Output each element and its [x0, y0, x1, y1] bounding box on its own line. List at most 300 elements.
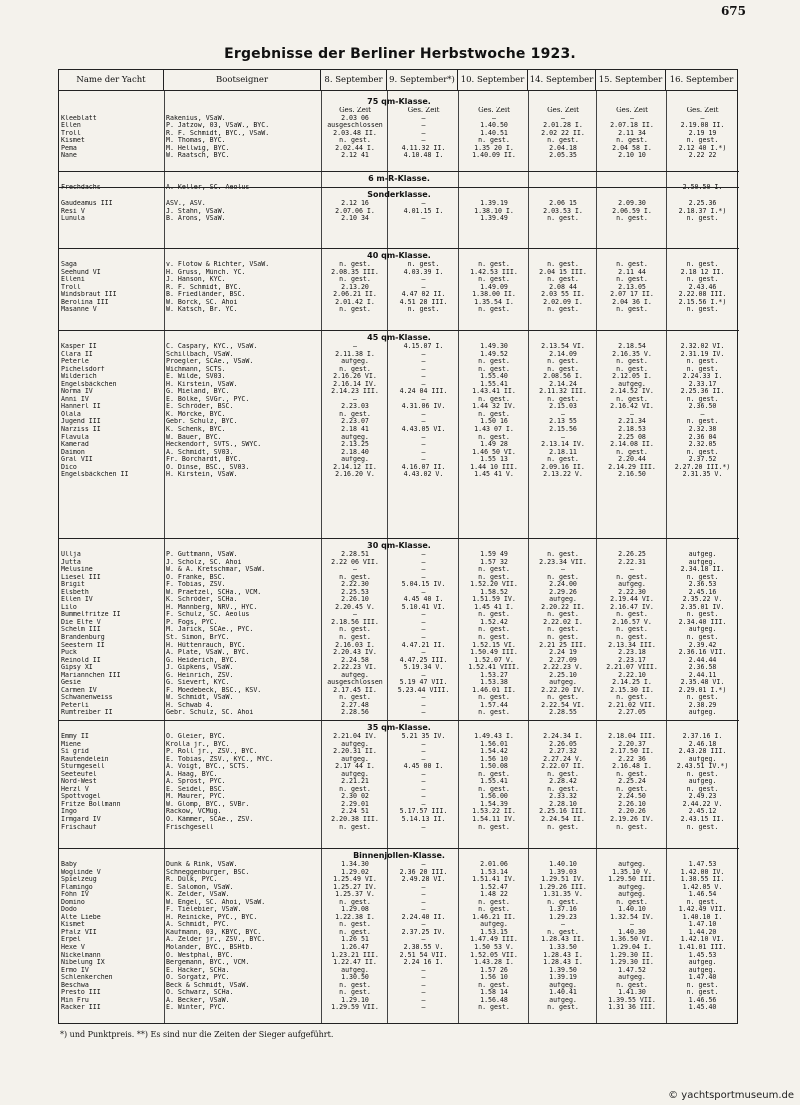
- race-result: aufgeg.: [549, 596, 577, 604]
- owner-name: G. Sievert, KYC.: [166, 679, 230, 687]
- race-result: 2.13.14 IV.: [541, 441, 585, 449]
- owner-name: P. Fogs, PYC.: [166, 618, 218, 626]
- table-row: [59, 989, 739, 997]
- yacht-name: Brigit: [61, 581, 85, 589]
- yacht-name: Erpel: [61, 936, 81, 944]
- yacht-name: Föhn IV: [61, 891, 89, 899]
- race-result: —: [421, 365, 426, 373]
- race-result: —: [700, 410, 705, 418]
- race-result: n. gest.: [478, 276, 510, 284]
- race-result: 2.37.25 IV.: [401, 928, 446, 936]
- race-result: 2.26.10: [341, 596, 369, 604]
- yacht-name: Puck: [61, 649, 77, 657]
- race-result: 2.24.34 I.: [543, 733, 583, 740]
- table-row: [59, 786, 739, 794]
- race-result: n. gest.: [339, 823, 371, 831]
- race-result: 2.12 40 I.*): [678, 144, 727, 152]
- race-result: 1.30.50: [341, 974, 369, 982]
- race-result: n. gest.: [478, 906, 510, 914]
- owner-name: G. Mieland, BYC.: [166, 388, 230, 396]
- race-result: 2.27.20 III.*): [674, 463, 731, 471]
- yacht-name: Beschwa: [61, 981, 89, 989]
- race-result: —: [421, 373, 426, 381]
- yacht-name: Ellen: [61, 122, 81, 130]
- race-result: 2.33.32: [549, 793, 577, 801]
- race-result: n. gest.: [339, 410, 371, 418]
- race-result: 1.56.48: [480, 996, 508, 1004]
- table-row: [59, 366, 739, 374]
- race-result: 1.28.43 I.: [543, 959, 583, 967]
- race-result: n. gest.: [547, 928, 579, 936]
- race-result: 2.24.33 I.: [682, 373, 723, 381]
- race-result: 2.18.56 III.: [331, 618, 379, 626]
- race-result: —: [353, 566, 357, 574]
- race-result: 2.18.54: [618, 343, 646, 350]
- race-result: 1.39.55 VII.: [608, 996, 656, 1004]
- race-result: n. gest.: [339, 365, 371, 373]
- class-title: 30 qm-Klasse.: [367, 541, 431, 550]
- yacht-name: Dodo: [61, 906, 77, 914]
- owner-name: H. Kirstein, VSaW.: [166, 380, 238, 388]
- owner-name: v. Flotow & Richter, VSaW.: [166, 261, 270, 268]
- table-row: [59, 604, 739, 612]
- race-result: —: [421, 200, 426, 207]
- race-result: 2.39.42: [688, 641, 717, 649]
- race-result: n. gest.: [478, 365, 510, 373]
- race-result: aufgeg.: [688, 755, 717, 763]
- race-result: n. gest.: [616, 634, 648, 642]
- race-result: 2.02.09 I.: [543, 298, 583, 306]
- yacht-name: Daimon: [61, 448, 85, 456]
- race-result: aufgeg.: [341, 770, 369, 778]
- race-result: 2.02.44 I.: [335, 144, 375, 152]
- race-result: 1.54.11 IV.: [472, 816, 516, 824]
- yacht-name: Narziss II: [61, 426, 101, 434]
- race-result: 1.36.50 VI.: [610, 936, 654, 944]
- race-result: 1.49.43 I.: [474, 733, 514, 740]
- race-result: 2.01.28 I.: [543, 122, 583, 130]
- race-result: aufgeg.: [688, 709, 717, 717]
- race-result: 2.46.18: [688, 740, 717, 748]
- race-result: n. gest.: [616, 215, 648, 223]
- race-result: —: [421, 755, 426, 763]
- race-result: n. gest.: [686, 573, 719, 581]
- table-row: [59, 403, 739, 411]
- race-result: 1.38.55 II.: [680, 876, 725, 884]
- race-result: n. gest.: [547, 898, 579, 906]
- race-result: 1.44 10 III.: [470, 463, 518, 471]
- race-result: 2.36.50: [688, 403, 717, 411]
- race-result: 2.17.45 II.: [333, 686, 377, 694]
- race-result: —: [421, 283, 426, 291]
- race-result: —: [421, 936, 426, 944]
- race-result: —: [561, 184, 565, 191]
- race-result: —: [421, 634, 426, 642]
- race-result: 5.14.13 II.: [401, 816, 446, 824]
- race-result: 1.40.09 II.: [472, 152, 516, 160]
- class-section: [59, 174, 739, 192]
- race-result: n. gest.: [686, 395, 719, 403]
- race-result: 2.32.02 VI.: [680, 343, 725, 350]
- race-result: 2.13.22 V.: [543, 471, 583, 479]
- race-result: n. gest.: [616, 770, 648, 778]
- race-result: 2.11 44: [618, 268, 646, 276]
- race-result: aufgeg.: [618, 974, 646, 982]
- race-result: n. gest.: [339, 626, 371, 634]
- race-result: aufgeg.: [688, 959, 717, 967]
- race-result: 2.18.11: [549, 448, 577, 456]
- race-result: 5.04.15 IV.: [401, 581, 446, 589]
- yacht-name: Baby: [61, 861, 77, 868]
- table-row: [59, 426, 739, 434]
- race-result: 2.22.08 III.: [678, 291, 727, 299]
- race-result: —: [700, 114, 705, 122]
- race-result: 2.06.21 II.: [333, 291, 377, 299]
- race-result: 2.13.25: [341, 441, 369, 449]
- race-result: 2.18.40: [341, 448, 369, 456]
- owner-name: O. Westphal, BYC.: [166, 951, 234, 959]
- race-result: 2.14.12 II.: [333, 463, 377, 471]
- yacht-name: Miene: [61, 740, 81, 748]
- race-result: 2.28.51: [341, 551, 369, 558]
- race-result: 2.08 44: [549, 283, 577, 291]
- race-result: 4.47.21 II.: [401, 641, 446, 649]
- yacht-name: Troll: [61, 283, 81, 291]
- race-result: 1.54.39: [480, 800, 508, 808]
- race-result: 2.19.08 II.: [680, 122, 725, 130]
- race-result: 1.55 13: [480, 456, 508, 464]
- race-result: n. gest.: [478, 634, 510, 642]
- owner-name: A. Becker, VSaW.: [166, 996, 230, 1004]
- race-result: 2.50.50 I.: [682, 184, 723, 191]
- race-result: 2.12 41: [341, 152, 369, 160]
- race-result: 1.35.54 I.: [474, 298, 514, 306]
- owner-name: P. Guttmann, VSaW.: [166, 551, 238, 558]
- race-result: 2.22.30: [341, 581, 369, 589]
- race-result: —: [421, 448, 426, 456]
- race-result: 1.52.41 VIII.: [468, 664, 520, 672]
- race-result: 2.06 15: [549, 200, 577, 207]
- race-result: 2.19 19: [688, 129, 717, 137]
- race-result: n. gest.: [339, 694, 371, 702]
- yacht-name: Nickelmann: [61, 951, 101, 959]
- race-result: 2.19.26 IV.: [610, 816, 654, 824]
- race-result: 2.04 36 I.: [612, 298, 652, 306]
- race-result: ausgeschlossen: [327, 679, 383, 687]
- race-result: 1.40.10: [618, 906, 646, 914]
- race-result: 5.19.34 V.: [403, 664, 444, 672]
- race-result: 2.22 06 VII.: [331, 558, 379, 566]
- race-result: n. gest.: [686, 261, 719, 268]
- race-result: 2.20.38 III.: [331, 816, 379, 824]
- table-row: [59, 642, 739, 650]
- race-result: 1.50 53 V.: [474, 944, 514, 952]
- yacht-name: Fritze Bollmann: [61, 800, 121, 808]
- race-result: n. gest.: [339, 276, 371, 284]
- race-result: 1.50 16: [480, 418, 508, 426]
- race-result: —: [353, 395, 357, 403]
- yacht-name: Ullja: [61, 551, 81, 558]
- race-result: n. gest.: [547, 611, 579, 619]
- race-result: 2.36.16 VII.: [678, 649, 727, 657]
- race-result: 2.04.18: [549, 144, 577, 152]
- owner-name: M. Hellwig, BYC.: [166, 144, 230, 152]
- race-result: —: [353, 343, 357, 350]
- owner-name: W. Raatsch, BYC.: [166, 152, 230, 160]
- table-row: [59, 929, 739, 937]
- race-result: 2.25.36 II.: [680, 388, 725, 396]
- table-row: [59, 801, 739, 809]
- race-result: n. gest.: [339, 306, 371, 314]
- table-row: [59, 649, 739, 657]
- race-result: 2.45.12: [688, 808, 717, 816]
- race-result: 1.22.38 I.: [335, 913, 375, 921]
- race-result: 2.18.37 I.*): [678, 207, 727, 215]
- race-result: 2.43.46: [688, 283, 717, 291]
- table-row: [59, 358, 739, 366]
- owner-name: W. Katsch, Br. YC.: [166, 306, 238, 314]
- owner-name: Krolla jr., BYC.: [166, 740, 230, 748]
- table-row: [59, 411, 739, 419]
- race-result: 1.48 22: [480, 891, 508, 899]
- race-result: 4.47.25 III.: [399, 656, 448, 664]
- race-result: 2.49.23: [688, 793, 717, 801]
- class-section: [59, 541, 739, 717]
- race-result: 2.06.59 I.: [612, 207, 652, 215]
- race-result: 2.10 34: [341, 215, 369, 223]
- yacht-name: Pfalz VII: [61, 928, 97, 936]
- owner-name: O. Dinse, BSC., SV03.: [166, 463, 250, 471]
- race-result: 1.29.23: [549, 913, 577, 921]
- ges-zeit-label: Ges. Zeit: [616, 107, 648, 114]
- race-result: n. gest.: [616, 358, 648, 366]
- race-result: 1.28.43 II.: [541, 936, 585, 944]
- race-result: 2.44.44: [688, 656, 717, 664]
- table-row: [59, 899, 739, 907]
- yacht-name: Schelm III: [61, 626, 101, 634]
- race-result: 5.21 35 IV.: [401, 733, 446, 740]
- table-row: [59, 581, 739, 589]
- race-result: n. gest.: [478, 1004, 510, 1012]
- table-row: [59, 208, 739, 216]
- race-result: 1.56 10: [480, 755, 508, 763]
- race-result: —: [421, 418, 426, 426]
- col-sep-15: 15. September: [596, 70, 666, 90]
- race-result: 2.32.38: [688, 426, 717, 434]
- race-result: —: [421, 558, 426, 566]
- race-result: aufgeg.: [341, 456, 369, 464]
- col-sep-9: 9. September*): [387, 70, 458, 90]
- owner-name: H. Gruss, Münch. YC.: [166, 268, 246, 276]
- race-result: 1.42.05 V.: [682, 883, 723, 891]
- class-section: [59, 723, 739, 831]
- table-row: [59, 634, 739, 642]
- page-title: Ergebnisse der Berliner Herbstwoche 1923.: [224, 46, 576, 62]
- race-result: —: [421, 358, 426, 366]
- yacht-name: Hexe V: [61, 944, 85, 952]
- race-result: 2.14.52 IV.: [610, 388, 654, 396]
- yacht-name: Berolina III: [61, 298, 109, 306]
- table-row: [59, 687, 739, 695]
- race-result: —: [421, 410, 426, 418]
- race-result: 1.40.50: [480, 122, 508, 130]
- yacht-name: Engelsbäckchen II: [61, 471, 129, 479]
- yacht-name: Gipsy XI: [61, 664, 93, 672]
- race-result: 2.22 36: [618, 755, 646, 763]
- yacht-name: Woglinde V: [61, 868, 101, 876]
- owner-name: E. Schröder, BSC.: [166, 403, 234, 411]
- race-result: 1.47.49 III.: [470, 936, 518, 944]
- owner-name: R. Dülk, PYC.: [166, 876, 218, 884]
- table-row: [59, 373, 739, 381]
- yacht-name: Die Elfe V: [61, 618, 101, 626]
- race-result: aufgeg.: [341, 755, 369, 763]
- race-result: 2.04 15 III.: [539, 268, 587, 276]
- table-row: [59, 748, 739, 756]
- table-row: [59, 381, 739, 389]
- race-result: 2.22.20 IV.: [541, 686, 585, 694]
- table-row: [59, 1004, 739, 1012]
- race-result: —: [561, 566, 565, 574]
- table-row: [59, 861, 739, 869]
- race-result: 2.13.20: [341, 283, 369, 291]
- race-result: 1.45 41 V.: [474, 471, 514, 479]
- race-result: 1.29.26 III.: [539, 883, 587, 891]
- table-row: [59, 657, 739, 665]
- owner-name: O. Kämmer, SCAe., ZSV.: [166, 816, 254, 824]
- table-row: [59, 122, 739, 130]
- section-divider: [59, 848, 739, 849]
- ges-zeit-label: Ges. Zeit: [339, 107, 371, 114]
- owner-name: E. Bölke, SVGr., PYC.: [166, 395, 250, 403]
- race-result: n. gest.: [407, 306, 440, 314]
- yacht-name: Kismet: [61, 921, 85, 929]
- owner-name: H. Reinicke, PYC., BYC.: [166, 913, 258, 921]
- race-result: aufgeg.: [618, 891, 646, 899]
- table-row: [59, 679, 739, 687]
- race-result: 2.03 06: [341, 114, 369, 122]
- race-result: —: [421, 276, 426, 284]
- race-result: 2.21 25 III.: [539, 641, 587, 649]
- yacht-name: Bummelfritze II: [61, 611, 121, 619]
- race-result: 2.17.50 II.: [610, 748, 654, 756]
- race-result: 2.32.05: [688, 441, 717, 449]
- race-result: 1.29.30 II.: [610, 959, 654, 967]
- race-result: n. gest.: [547, 276, 579, 284]
- race-result: n. gest.: [616, 395, 648, 403]
- race-result: 1.33.50: [549, 944, 577, 952]
- race-result: 2.29.01 I.*): [678, 686, 727, 694]
- race-result: 2.18.53: [618, 426, 646, 434]
- owner-name: Beck & Schmidt, VSaW.: [166, 981, 250, 989]
- race-result: n. gest.: [616, 694, 648, 702]
- race-result: n. gest.: [686, 634, 719, 642]
- race-result: 2.07.06 I.: [335, 207, 375, 215]
- race-result: 2.16.03 I.: [335, 641, 375, 649]
- col-sep-8: 8. September: [321, 70, 387, 90]
- race-result: 2.34.40 III.: [678, 618, 727, 626]
- race-result: —: [421, 823, 426, 831]
- race-result: n. gest.: [686, 276, 719, 284]
- race-result: 2.43.15 II.: [680, 816, 725, 824]
- owner-name: A. Haag, BYC.: [166, 770, 218, 778]
- yacht-name: Dico: [61, 463, 77, 471]
- class-title: 45 qm-Klasse.: [367, 333, 431, 342]
- race-result: n. gest.: [547, 261, 579, 268]
- race-result: 1.46.21 II.: [472, 913, 516, 921]
- race-result: 2.14.09: [549, 350, 577, 358]
- yacht-name: Presto III: [61, 989, 101, 997]
- section-divider: [59, 330, 739, 331]
- race-result: 2.36 04: [688, 433, 717, 441]
- owner-name: Gebr. Schulz, SC. Ahoi: [166, 709, 254, 717]
- race-result: 2.24.50: [618, 793, 646, 801]
- race-result: n. gest.: [686, 365, 719, 373]
- race-result: 1.29.51 IV.: [541, 876, 585, 884]
- race-result: 1.57.44: [480, 701, 508, 709]
- race-result: —: [421, 898, 426, 906]
- race-result: —: [421, 778, 426, 786]
- race-result: —: [421, 785, 426, 793]
- table-row: [59, 626, 739, 634]
- yacht-name: Gaudeamus III: [61, 200, 113, 207]
- owner-name: K. Mörcke, BYC.: [166, 410, 226, 418]
- race-result: n. gest.: [547, 365, 579, 373]
- race-result: 2.10 10: [618, 152, 646, 160]
- race-result: 1.29.04 I.: [612, 944, 652, 952]
- race-result: 2.21.07 VIII.: [606, 664, 658, 672]
- race-result: 1.56.01: [480, 740, 508, 748]
- table-row: [59, 566, 739, 574]
- race-result: 1.43 07 I.: [474, 426, 514, 434]
- yacht-name: Wilderich: [61, 373, 97, 381]
- race-result: 2.03.53 I.: [543, 207, 583, 215]
- race-result: n. gest.: [686, 137, 719, 145]
- race-result: n. gest.: [339, 989, 371, 997]
- section-divider: [59, 538, 739, 539]
- race-result: —: [421, 770, 426, 778]
- table-row: [59, 137, 739, 145]
- yacht-name: Jutta: [61, 558, 81, 566]
- owner-name: W. Borck, SC. Ahoi: [166, 298, 238, 306]
- race-result: n. gest.: [686, 418, 719, 426]
- race-result: 2.22 22: [688, 152, 717, 160]
- race-result: 2.21.04 IV.: [333, 733, 377, 740]
- table-row: [59, 741, 739, 749]
- race-result: 1.39.19: [480, 200, 508, 207]
- race-result: n. gest.: [339, 785, 371, 793]
- race-result: n. gest.: [547, 785, 579, 793]
- race-result: n. gest.: [339, 928, 371, 936]
- race-result: 2.22.30: [618, 588, 646, 596]
- race-result: 1.50.08: [480, 763, 508, 771]
- time-column-labels: [59, 107, 739, 115]
- race-result: 2.27.48: [341, 701, 369, 709]
- race-result: 2.26.25: [618, 551, 646, 558]
- race-result: 5.17.57 III.: [399, 808, 448, 816]
- race-result: —: [421, 974, 426, 982]
- owner-name: Bergemann, BYC., VCM.: [166, 959, 250, 967]
- race-result: 2.31.35 V.: [682, 471, 723, 479]
- yacht-name: Seehund VI: [61, 268, 101, 276]
- owner-name: O. Gleier, BYC.: [166, 733, 226, 740]
- owner-name: B. Arons, VSaW.: [166, 215, 226, 223]
- race-result: ausgeschlossen: [327, 122, 383, 130]
- race-result: aufgeg.: [688, 626, 717, 634]
- race-result: —: [421, 350, 426, 358]
- table-row: [59, 982, 739, 990]
- table-row: [59, 396, 739, 404]
